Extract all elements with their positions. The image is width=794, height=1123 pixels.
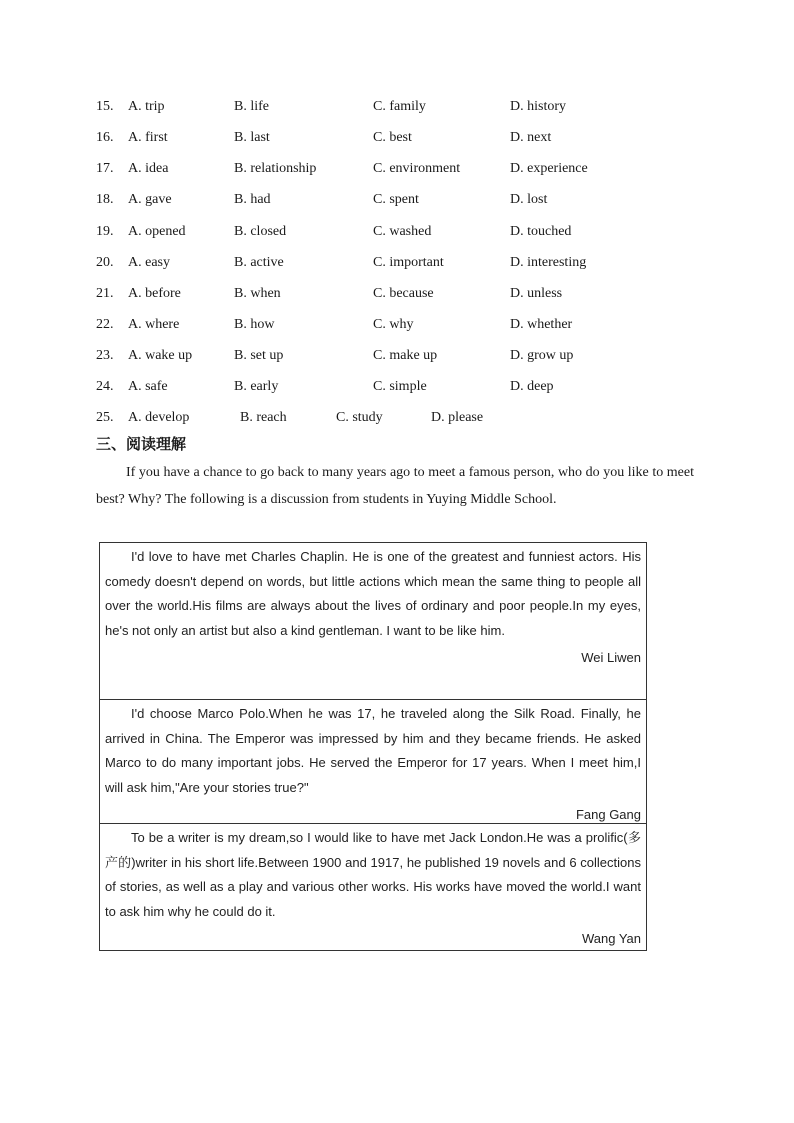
section-heading: 三、阅读理解 <box>96 435 187 453</box>
question-number: 16. <box>96 130 114 145</box>
question-number: 23. <box>96 348 114 363</box>
entry-text: I'd love to have met Charles Chaplin. He is one of the greatest and funniest actors. His comedy doesn't depend on words, but little actions which mean the same thing to people all over the world.His films are always about the lives of ordinary and poor people.In my eyes, he's not only an artist but also a kind gentleman. I want to be like him. <box>105 549 641 638</box>
question-number: 19. <box>96 224 114 239</box>
reading-intro: If you have a chance to go back to many years ago to meet a famous person, who do you like to meet best? Why? The following is a discussion from students in Yuying Middle School. <box>96 465 694 507</box>
option-d: D. lost <box>510 192 548 207</box>
question-number: 25. <box>96 410 114 425</box>
entry-author: Fang Gang <box>575 807 641 822</box>
option-b: B. life <box>234 99 269 114</box>
option-b: B. relationship <box>234 161 317 176</box>
question-number: 24. <box>96 379 114 394</box>
option-c: C. best <box>373 130 412 145</box>
option-a: A. wake up <box>128 348 193 363</box>
discussion-table <box>99 542 647 951</box>
question-number: 15. <box>96 99 114 114</box>
entry-text: To be a writer is my dream,so I would like to have met Jack London.He was a prolific(多产的)writer in his short life.Between 1900 and 1917, he published 19 novels and 6 collections of stories, as well as a play and various other works. His works have moved the world.I want to ask him why he could do it. <box>105 830 641 919</box>
option-d: D. deep <box>510 379 554 394</box>
option-b: B. closed <box>234 224 287 239</box>
option-b: B. when <box>234 286 281 301</box>
entry-author: Wei Liwen <box>581 650 641 665</box>
discussion-entry <box>100 823 646 950</box>
entry-author: Wang Yan <box>581 931 641 946</box>
option-c: C. why <box>373 317 414 332</box>
option-a: A. trip <box>128 99 165 114</box>
option-d: D. whether <box>510 317 573 332</box>
option-b: B. set up <box>234 348 284 363</box>
option-d: D. please <box>431 410 484 425</box>
option-c: C. study <box>336 410 383 425</box>
option-a: A. safe <box>128 379 168 394</box>
option-c: C. family <box>373 99 426 114</box>
option-c: C. simple <box>373 379 427 394</box>
option-a: A. first <box>128 130 168 145</box>
option-b: B. reach <box>240 410 287 425</box>
question-number: 17. <box>96 161 114 176</box>
option-d: D. interesting <box>510 255 587 270</box>
option-a: A. easy <box>128 255 170 270</box>
option-a: A. gave <box>128 192 172 207</box>
discussion-entry <box>100 699 646 823</box>
option-c: C. spent <box>373 192 419 207</box>
option-c: C. environment <box>373 161 461 176</box>
option-b: B. active <box>234 255 284 270</box>
option-c: C. because <box>373 286 434 301</box>
option-a: A. where <box>128 317 180 332</box>
option-a: A. opened <box>128 224 186 239</box>
entry-text: I'd choose Marco Polo.When he was 17, he traveled along the Silk Road. Finally, he arrived in China. The Emperor was impressed by him and they became friends. He asked Marco to do many important jobs. He served the Emperor for 17 years. When I meet him,I will ask him,"Are your stories true?" <box>105 706 641 795</box>
option-a: A. before <box>128 286 181 301</box>
question-number: 21. <box>96 286 114 301</box>
option-d: D. touched <box>510 224 572 239</box>
option-d: D. next <box>510 130 552 145</box>
option-b: B. early <box>234 379 279 394</box>
option-d: D. experience <box>510 161 588 176</box>
question-number: 18. <box>96 192 114 207</box>
option-a: A. idea <box>128 161 169 176</box>
option-d: D. history <box>510 99 566 114</box>
option-d: D. grow up <box>510 348 574 363</box>
option-b: B. had <box>234 192 271 207</box>
option-a: A. develop <box>128 410 190 425</box>
option-b: B. how <box>234 317 275 332</box>
discussion-entry <box>100 543 646 699</box>
question-number: 22. <box>96 317 114 332</box>
question-number: 20. <box>96 255 114 270</box>
option-c: C. make up <box>373 348 438 363</box>
option-b: B. last <box>234 130 270 145</box>
option-d: D. unless <box>510 286 563 301</box>
option-c: C. washed <box>373 224 432 239</box>
option-c: C. important <box>373 255 444 270</box>
